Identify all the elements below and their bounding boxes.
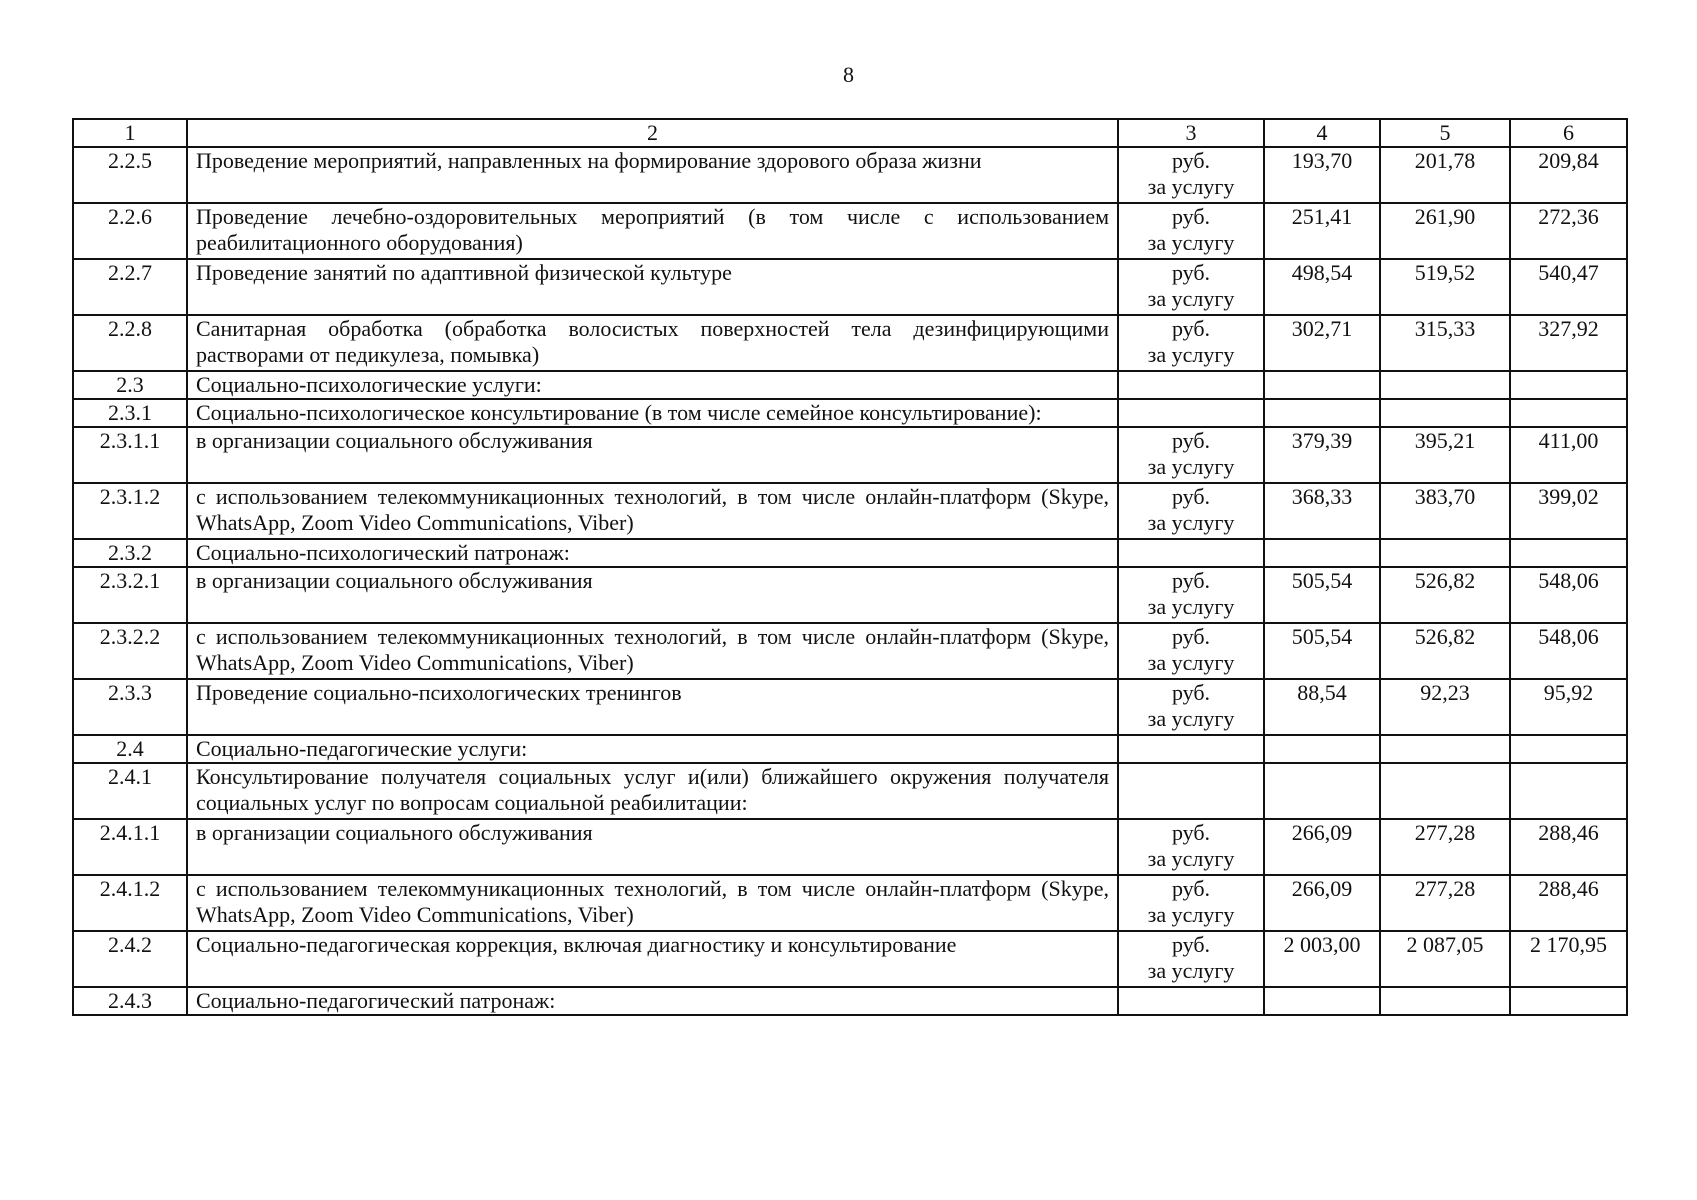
service-name: Проведение занятий по адаптивной физической культуре [187, 259, 1118, 315]
table-row [73, 203, 1627, 259]
price-col-6: 288,46 [1510, 875, 1627, 931]
unit-per-service: за услугу [1147, 510, 1235, 535]
table-row [73, 931, 1627, 987]
unit-cell [1118, 483, 1264, 539]
header-cell: 5 [1380, 119, 1510, 147]
unit-cell [1118, 427, 1264, 483]
column-number-header-row [73, 119, 1627, 147]
service-name: Санитарная обработка (обработка волосистых поверхностей тела дезинфицирующими растворами от педикулеза, помывка) [187, 315, 1118, 371]
service-code: 2.2.7 [73, 259, 187, 315]
table-row [73, 539, 1627, 567]
table-row [73, 623, 1627, 679]
table-row [73, 875, 1627, 931]
page-number: 8 [843, 62, 854, 87]
price-col-5: 261,90 [1380, 203, 1510, 259]
service-code: 2.4 [73, 735, 187, 763]
table-row [73, 735, 1627, 763]
price-col-4: 505,54 [1264, 567, 1380, 623]
price-col-5: 395,21 [1380, 427, 1510, 483]
price-col-4 [1264, 735, 1380, 763]
service-code: 2.2.6 [73, 203, 187, 259]
price-col-6: 95,92 [1510, 679, 1627, 735]
price-col-4: 505,54 [1264, 623, 1380, 679]
price-col-4: 498,54 [1264, 259, 1380, 315]
service-code: 2.3 [73, 371, 187, 399]
service-code: 2.4.1.1 [73, 819, 187, 875]
unit-cell [1118, 371, 1264, 399]
unit-per-service: за услугу [1147, 286, 1235, 311]
price-col-6: 399,02 [1510, 483, 1627, 539]
price-col-6 [1510, 371, 1627, 399]
service-name: Консультирование получателя социальных услуг и(или) ближайшего окружения получателя социальных услуг по вопросам социальной реабилитации: [187, 763, 1118, 819]
service-code: 2.2.8 [73, 315, 187, 371]
price-col-6 [1510, 763, 1627, 819]
service-code: 2.3.2.1 [73, 567, 187, 623]
service-name: в организации социального обслуживания [187, 819, 1118, 875]
price-col-6 [1510, 539, 1627, 567]
unit-cell [1118, 259, 1264, 315]
price-col-4: 88,54 [1264, 679, 1380, 735]
unit-currency: руб. [1171, 568, 1211, 593]
service-code: 2.4.2 [73, 931, 187, 987]
unit-currency: руб. [1171, 820, 1211, 845]
unit-cell [1118, 875, 1264, 931]
service-name: Социально-психологический патронаж: [187, 539, 1118, 567]
unit-cell [1118, 623, 1264, 679]
table-row [73, 427, 1627, 483]
table-row [73, 259, 1627, 315]
service-name: Социально-психологическое консультирование (в том числе семейное консультирование): [187, 399, 1118, 427]
unit-cell [1118, 763, 1264, 819]
unit-cell [1118, 539, 1264, 567]
price-col-6: 327,92 [1510, 315, 1627, 371]
unit-per-service: за услугу [1147, 650, 1235, 675]
price-col-4 [1264, 763, 1380, 819]
tariff-table [72, 118, 1628, 1016]
price-col-5 [1380, 763, 1510, 819]
unit-cell [1118, 931, 1264, 987]
service-name: с использованием телекоммуникационных технологий, в том числе онлайн-платформ (Skype, WhatsApp, Zoom Video Communications, Viber) [187, 483, 1118, 539]
price-col-5: 526,82 [1380, 567, 1510, 623]
service-code: 2.4.1.2 [73, 875, 187, 931]
price-col-4 [1264, 987, 1380, 1015]
header-cell: 2 [187, 119, 1118, 147]
price-col-4: 266,09 [1264, 819, 1380, 875]
unit-per-service: за услугу [1147, 454, 1235, 479]
service-code: 2.3.1 [73, 399, 187, 427]
price-col-6 [1510, 399, 1627, 427]
price-col-4: 2 003,00 [1264, 931, 1380, 987]
table-row [73, 763, 1627, 819]
unit-cell [1118, 679, 1264, 735]
price-col-5: 277,28 [1380, 819, 1510, 875]
unit-per-service: за услугу [1147, 902, 1235, 927]
unit-cell [1118, 399, 1264, 427]
unit-per-service: за услугу [1147, 846, 1235, 871]
price-col-6 [1510, 987, 1627, 1015]
price-col-5: 315,33 [1380, 315, 1510, 371]
service-code: 2.3.2 [73, 539, 187, 567]
service-name: Проведение лечебно-оздоровительных мероприятий (в том числе с использованием реабилитационного оборудования) [187, 203, 1118, 259]
price-col-6: 548,06 [1510, 623, 1627, 679]
unit-currency: руб. [1171, 148, 1211, 173]
price-col-6: 540,47 [1510, 259, 1627, 315]
price-col-6: 548,06 [1510, 567, 1627, 623]
price-col-5 [1380, 371, 1510, 399]
service-name: Проведение мероприятий, направленных на формирование здорового образа жизни [187, 147, 1118, 203]
price-col-4 [1264, 399, 1380, 427]
price-col-5 [1380, 399, 1510, 427]
table-row [73, 371, 1627, 399]
header-cell: 4 [1264, 119, 1380, 147]
service-code: 2.4.1 [73, 763, 187, 819]
service-code: 2.2.5 [73, 147, 187, 203]
service-name: Социально-педагогические услуги: [187, 735, 1118, 763]
price-col-5: 526,82 [1380, 623, 1510, 679]
table-row [73, 987, 1627, 1015]
header-cell: 3 [1118, 119, 1264, 147]
table-row [73, 819, 1627, 875]
unit-cell [1118, 203, 1264, 259]
price-col-6: 411,00 [1510, 427, 1627, 483]
service-code: 2.3.3 [73, 679, 187, 735]
unit-per-service: за услугу [1147, 706, 1235, 731]
service-name: в организации социального обслуживания [187, 567, 1118, 623]
price-col-4 [1264, 371, 1380, 399]
service-name: Социально-педагогический патронаж: [187, 987, 1118, 1015]
price-col-5 [1380, 987, 1510, 1015]
unit-per-service: за услугу [1147, 342, 1235, 367]
price-col-6: 272,36 [1510, 203, 1627, 259]
service-name: в организации социального обслуживания [187, 427, 1118, 483]
unit-currency: руб. [1171, 316, 1211, 341]
unit-currency: руб. [1171, 428, 1211, 453]
unit-currency: руб. [1171, 260, 1211, 285]
table-row [73, 567, 1627, 623]
unit-per-service: за услугу [1147, 594, 1235, 619]
price-col-4: 193,70 [1264, 147, 1380, 203]
price-col-4: 266,09 [1264, 875, 1380, 931]
header-cell: 6 [1510, 119, 1627, 147]
price-col-5: 2 087,05 [1380, 931, 1510, 987]
service-code: 2.3.1.2 [73, 483, 187, 539]
price-col-6: 288,46 [1510, 819, 1627, 875]
service-code: 2.4.3 [73, 987, 187, 1015]
header-cell: 1 [73, 119, 187, 147]
price-col-5 [1380, 735, 1510, 763]
unit-cell [1118, 987, 1264, 1015]
service-name: с использованием телекоммуникационных технологий, в том числе онлайн-платформ (Skype, WhatsApp, Zoom Video Communications, Viber) [187, 623, 1118, 679]
table-row [73, 399, 1627, 427]
price-col-5: 383,70 [1380, 483, 1510, 539]
price-col-4: 251,41 [1264, 203, 1380, 259]
service-name: Социально-психологические услуги: [187, 371, 1118, 399]
unit-currency: руб. [1171, 680, 1211, 705]
unit-per-service: за услугу [1147, 958, 1235, 983]
unit-currency: руб. [1171, 932, 1211, 957]
unit-currency: руб. [1171, 876, 1211, 901]
service-name: Социально-педагогическая коррекция, включая диагностику и консультирование [187, 931, 1118, 987]
price-col-4: 379,39 [1264, 427, 1380, 483]
table-row [73, 147, 1627, 203]
price-col-5: 92,23 [1380, 679, 1510, 735]
service-code: 2.3.2.2 [73, 623, 187, 679]
price-col-5: 201,78 [1380, 147, 1510, 203]
price-col-6 [1510, 735, 1627, 763]
price-col-4: 368,33 [1264, 483, 1380, 539]
unit-per-service: за услугу [1147, 174, 1235, 199]
unit-cell [1118, 315, 1264, 371]
service-name: с использованием телекоммуникационных технологий, в том числе онлайн-платформ (Skype, WhatsApp, Zoom Video Communications, Viber) [187, 875, 1118, 931]
unit-cell [1118, 567, 1264, 623]
price-col-4 [1264, 539, 1380, 567]
price-col-6: 209,84 [1510, 147, 1627, 203]
price-col-6: 2 170,95 [1510, 931, 1627, 987]
price-col-5 [1380, 539, 1510, 567]
service-name: Проведение социально-психологических тренингов [187, 679, 1118, 735]
price-col-4: 302,71 [1264, 315, 1380, 371]
unit-currency: руб. [1171, 624, 1211, 649]
service-code: 2.3.1.1 [73, 427, 187, 483]
unit-cell [1118, 735, 1264, 763]
unit-currency: руб. [1171, 204, 1211, 229]
unit-cell [1118, 147, 1264, 203]
table-row [73, 679, 1627, 735]
unit-per-service: за услугу [1147, 230, 1235, 255]
price-col-5: 519,52 [1380, 259, 1510, 315]
unit-cell [1118, 819, 1264, 875]
table-row [73, 315, 1627, 371]
unit-currency: руб. [1171, 484, 1211, 509]
price-col-5: 277,28 [1380, 875, 1510, 931]
table-row [73, 483, 1627, 539]
